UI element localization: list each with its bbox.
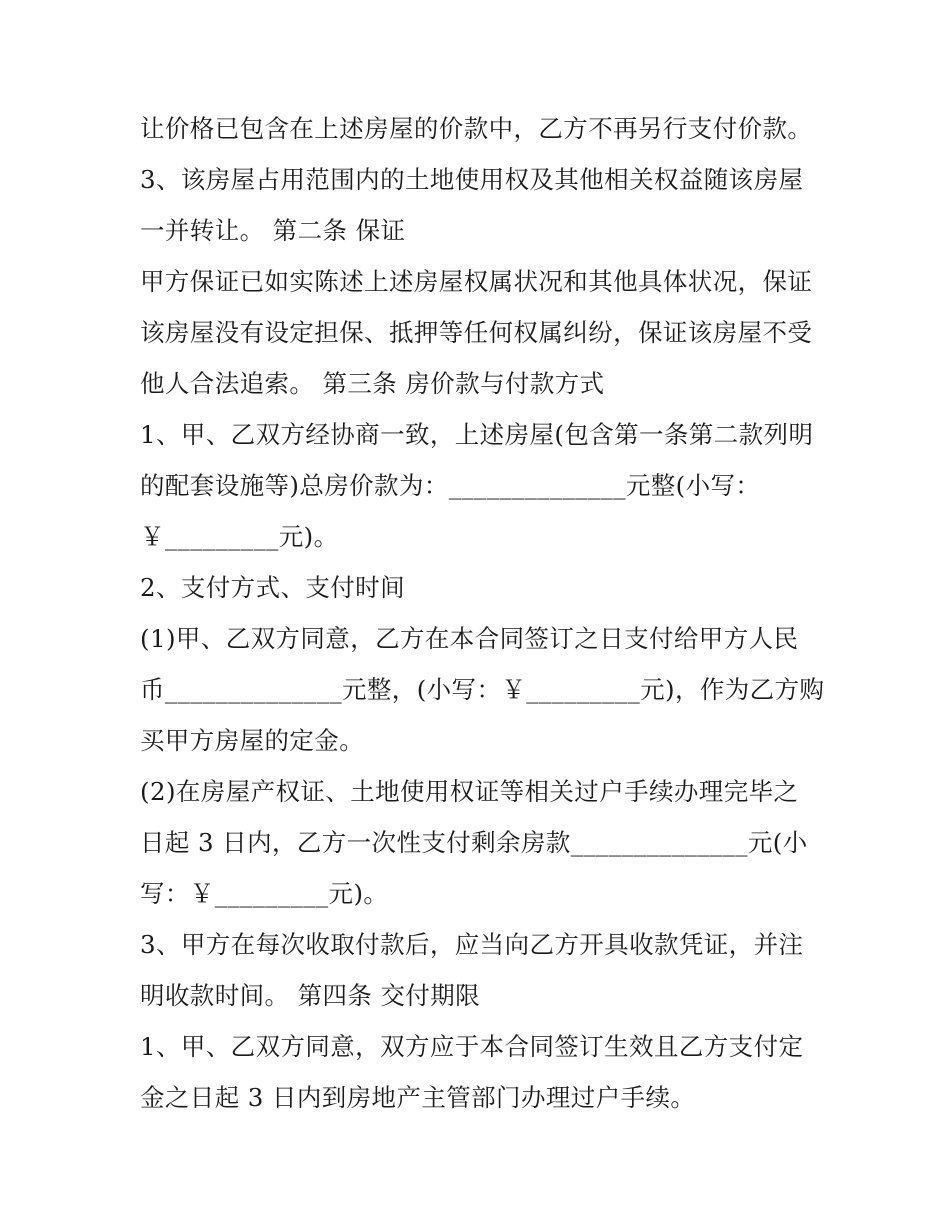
text-line: ￥_________元)。: [140, 522, 339, 551]
text-line: 金之日起 3 日内到房地产主管部门办理过户手续。: [140, 1083, 696, 1112]
text-line: 3、该房屋占用范围内的土地使用权及其他相关权益随该房屋: [140, 165, 804, 194]
text-line: 的配套设施等)总房价款为：______________元整(小写：: [140, 471, 761, 500]
text-line: 币______________元整，(小写：￥_________元)，作为乙方购: [140, 675, 825, 704]
text-line: 让价格已包含在上述房屋的价款中，乙方不再另行支付价款。: [140, 114, 813, 143]
text-line: 明收款时间。 第四条 交付期限: [140, 981, 481, 1010]
text-line: 他人合法追索。 第三条 房价款与付款方式: [140, 369, 605, 398]
text-line: 该房屋没有设定担保、抵押等任何权属纠纷，保证该房屋不受: [140, 318, 813, 347]
text-line: 1、甲、乙双方经协商一致，上述房屋(包含第一条第二款列明: [140, 420, 814, 449]
text-line: (2)在房屋产权证、土地使用权证等相关过户手续办理完毕之: [140, 777, 799, 806]
text-line: 3、甲方在每次收取付款后，应当向乙方开具收款凭证，并注: [140, 930, 804, 959]
text-line: 日起 3 日内，乙方一次性支付剩余房款______________元(小: [140, 828, 808, 857]
text-line: 写：￥_________元)。: [140, 879, 389, 908]
text-line: 一并转让。 第二条 保证: [140, 216, 406, 245]
text-line: 甲方保证已如实陈述上述房屋权属状况和其他具体状况，保证: [140, 267, 813, 296]
text-line: (1)甲、乙双方同意，乙方在本合同签订之日支付给甲方人民: [140, 624, 799, 653]
text-line: 买甲方房屋的定金。: [140, 726, 365, 755]
text-line: 1、甲、乙双方同意，双方应于本合同签订生效且乙方支付定: [140, 1032, 804, 1061]
text-line: 2、支付方式、支付时间: [140, 573, 405, 602]
